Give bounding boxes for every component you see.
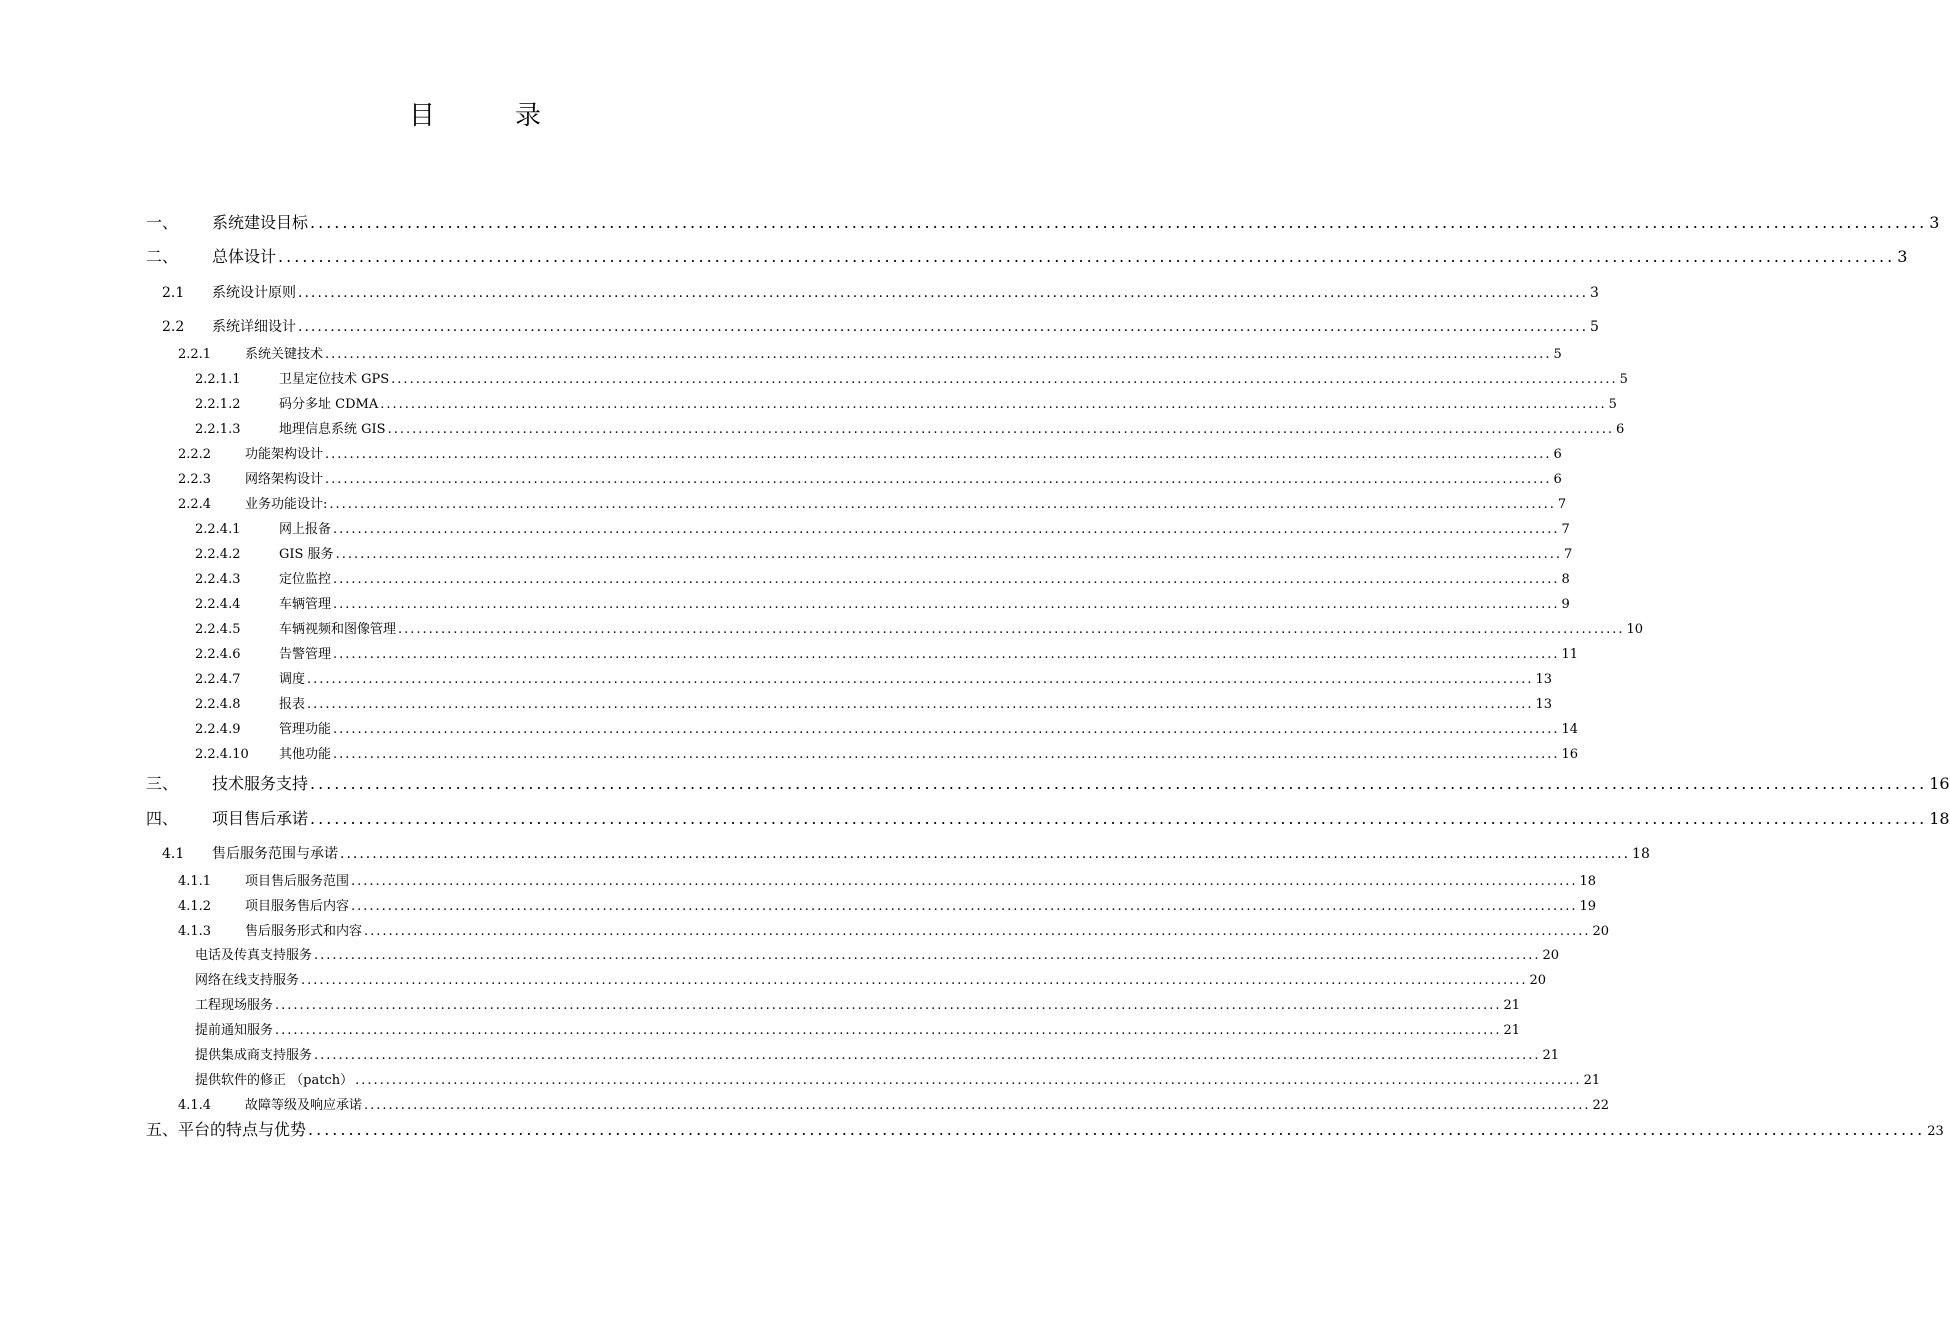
toc-leader-dots: ........................................................................................................................................................................................................ [278, 247, 1896, 266]
toc-leader-dots: ........................................................................................................................................................................................................ [310, 774, 1928, 793]
toc-entry-page: 13 [1535, 697, 1553, 712]
toc-entry-label: 车辆视频和图像管理 [279, 622, 397, 637]
toc-entry[interactable] [178, 1094, 1610, 1113]
toc-entry-page: 18 [1929, 809, 1950, 828]
toc-entry[interactable] [195, 944, 1560, 963]
toc-leader-dots: ........................................................................................................................................................................................................ [314, 1048, 1541, 1063]
toc-entry-label: GIS 服务 [279, 547, 334, 562]
toc-entry-number: 4.1.3 [178, 924, 212, 939]
toc-entry[interactable] [195, 969, 1547, 988]
toc-entry-label: 总体设计 [212, 247, 277, 266]
toc-entry-label: 系统设计原则 [212, 285, 296, 301]
toc-entry-number: 4.1.2 [178, 899, 212, 914]
toc-entry[interactable] [178, 468, 1562, 487]
toc-entry-number: 2.2.4.10 [195, 747, 249, 762]
toc-entry-page: 14 [1561, 722, 1579, 737]
toc-leader-dots: ........................................................................................................................................................................................................ [333, 747, 1560, 762]
toc-leader-dots: ........................................................................................................................................................................................................ [364, 924, 1591, 939]
toc-entry-page: 21 [1503, 998, 1521, 1013]
toc-entry-page: 9 [1561, 597, 1570, 612]
toc-entry-number: 三、 [146, 774, 179, 793]
toc-entry[interactable] [146, 771, 1950, 794]
toc-entry-label: 系统关键技术 [245, 347, 324, 362]
toc-entry[interactable] [162, 282, 1599, 302]
toc-entry-number: 2.2.4.6 [195, 647, 241, 662]
toc-entry[interactable] [195, 368, 1628, 387]
toc-entry-label: 五、平台的特点与优势 [146, 1120, 307, 1139]
toc-entry-number: 2.2.4.7 [195, 672, 241, 687]
toc-leader-dots: ........................................................................................................................................................................................................ [298, 319, 1589, 335]
toc-entry-label: 网上报备 [279, 522, 332, 537]
toc-leader-dots: ........................................................................................................................................................................................................ [340, 846, 1631, 862]
toc-entry[interactable] [195, 1044, 1560, 1063]
toc-leader-dots: ........................................................................................................................................................................................................ [355, 1073, 1582, 1088]
toc-entry-page: 22 [1592, 1098, 1610, 1113]
toc-entry[interactable] [195, 518, 1570, 537]
toc-entry-page: 19 [1579, 899, 1597, 914]
toc-entry-label: 车辆管理 [279, 597, 332, 612]
toc-entry-label: 告警管理 [279, 647, 332, 662]
toc-entry[interactable] [146, 210, 1940, 233]
toc-entry-label: 系统建设目标 [212, 213, 309, 232]
toc-entry-page: 16 [1561, 747, 1579, 762]
toc-entry-page: 5 [1553, 347, 1562, 362]
toc-entry-label: 报表 [279, 697, 306, 712]
toc-entry-number: 4.1.4 [178, 1098, 212, 1113]
toc-entry-label: 调度 [279, 672, 306, 687]
toc-leader-dots: ........................................................................................................................................................................................................ [335, 547, 1563, 562]
toc-leader-dots: ........................................................................................................................................................................................................ [325, 447, 1552, 462]
toc-leader-dots: ........................................................................................................................................................................................................ [333, 522, 1560, 537]
toc-leader-dots: ........................................................................................................................................................................................................ [380, 397, 1607, 412]
toc-entry-page: 10 [1626, 622, 1644, 637]
toc-leader-dots: ........................................................................................................................................................................................................ [351, 899, 1578, 914]
toc-entry-page: 20 [1542, 948, 1560, 963]
toc-entry-page: 18 [1579, 874, 1597, 889]
page-title [0, 95, 950, 132]
toc-entry-page: 23 [1927, 1124, 1944, 1139]
toc-entry[interactable] [195, 568, 1570, 587]
toc-entry-label: 提供集成商支持服务 [195, 1048, 313, 1063]
toc-entry-label: 项目售后承诺 [212, 809, 309, 828]
toc-entry[interactable] [146, 1117, 1944, 1140]
toc-leader-dots: ........................................................................................................................................................................................................ [325, 472, 1552, 487]
toc-entry-page: 18 [1632, 846, 1650, 862]
toc-leader-dots: ........................................................................................................................................................................................................ [301, 973, 1528, 988]
toc-leader-dots: ........................................................................................................................................................................................................ [325, 347, 1552, 362]
toc-entry-label: 其他功能 [279, 747, 332, 762]
toc-entry-number: 2.2.4.1 [195, 522, 241, 537]
toc-entry-page: 20 [1529, 973, 1547, 988]
toc-leader-dots: ........................................................................................................................................................................................................ [398, 622, 1625, 637]
toc-leader-dots: ........................................................................................................................................................................................................ [333, 647, 1560, 662]
toc-entry-label: 定位监控 [279, 572, 332, 587]
toc-entry-page: 16 [1929, 774, 1950, 793]
toc-leader-dots: ........................................................................................................................................................................................................ [310, 213, 1928, 232]
toc-entry-page: 13 [1535, 672, 1553, 687]
toc-entry[interactable] [178, 920, 1610, 939]
toc-entry[interactable] [195, 418, 1625, 437]
toc-entry-page: 5 [1619, 372, 1628, 387]
toc-entry-page: 7 [1557, 497, 1567, 512]
toc-entry-label: 售后服务形式和内容 [245, 924, 363, 939]
toc-entry-number: 一、 [146, 213, 179, 232]
toc-entry-page: 6 [1553, 447, 1562, 462]
toc-entry-page: 5 [1608, 397, 1617, 412]
toc-entry-label: 技术服务支持 [212, 774, 309, 793]
toc-entry-label: 电话及传真支持服务 [195, 948, 313, 963]
toc-entry[interactable] [178, 443, 1562, 462]
toc-leader-dots: ........................................................................................................................................................................................................ [329, 497, 1556, 512]
toc-entry-number: 2.1 [162, 285, 185, 301]
toc-entry-label: 业务功能设计: [245, 497, 328, 512]
toc-leader-dots: ........................................................................................................................................................................................................ [314, 948, 1541, 963]
toc-leader-dots: ........................................................................................................................................................................................................ [364, 1098, 1591, 1113]
page-title-char-1: 目 [408, 101, 435, 131]
toc-entry-page: 7 [1561, 522, 1570, 537]
toc-leader-dots: ........................................................................................................................................................................................................ [308, 1120, 1926, 1139]
toc-entry-label: 网络架构设计 [245, 472, 324, 487]
toc-entry-number: 4.1.1 [178, 874, 212, 889]
toc-entry[interactable] [195, 618, 1644, 637]
toc-entry[interactable] [195, 668, 1553, 687]
toc-entry-page: 7 [1564, 547, 1573, 562]
toc-entry-page: 3 [1929, 213, 1940, 232]
toc-entry-label: 码分多址 CDMA [279, 397, 379, 412]
toc-entry-number: 2.2.4.3 [195, 572, 241, 587]
toc-entry-number: 2.2.1.1 [195, 372, 241, 387]
toc-entry[interactable] [146, 806, 1950, 829]
toc-entry-page: 6 [1553, 472, 1562, 487]
toc-leader-dots: ........................................................................................................................................................................................................ [298, 285, 1589, 301]
toc-entry[interactable] [195, 994, 1521, 1013]
toc-entry-number: 2.2 [162, 319, 185, 335]
toc-entry-number: 2.2.1.2 [195, 397, 241, 412]
toc-leader-dots: ........................................................................................................................................................................................................ [333, 597, 1560, 612]
toc-entry-number: 2.2.1 [178, 347, 212, 362]
toc-entry-number: 2.2.1.3 [195, 422, 241, 437]
toc-entry[interactable] [146, 244, 1908, 267]
toc-entry[interactable] [195, 393, 1617, 412]
toc-entry-page: 21 [1503, 1023, 1521, 1038]
toc-entry[interactable] [195, 718, 1579, 737]
toc-entry-label: 工程现场服务 [195, 998, 274, 1013]
toc-entry-number: 2.2.4.2 [195, 547, 241, 562]
toc-entry-label: 地理信息系统 GIS [279, 422, 386, 437]
toc-entry[interactable] [195, 643, 1579, 662]
toc-entry-number: 2.2.4.4 [195, 597, 241, 612]
toc-leader-dots: ........................................................................................................................................................................................................ [307, 697, 1534, 712]
toc-entry[interactable] [195, 1069, 1601, 1088]
toc-entry-page: 21 [1583, 1073, 1601, 1088]
toc-entry-page: 3 [1897, 247, 1908, 266]
toc-leader-dots: ........................................................................................................................................................................................................ [333, 722, 1560, 737]
toc-entry[interactable] [178, 493, 1567, 512]
toc-entry-label: 功能架构设计 [245, 447, 324, 462]
toc-entry-number: 2.2.4 [178, 497, 212, 512]
toc-entry-label: 管理功能 [279, 722, 332, 737]
toc-entry-number: 二、 [146, 247, 179, 266]
toc-entry-number: 2.2.4.5 [195, 622, 241, 637]
toc-entry-page: 3 [1590, 285, 1599, 301]
toc-leader-dots: ........................................................................................................................................................................................................ [391, 372, 1618, 387]
toc-entry-number: 2.2.3 [178, 472, 212, 487]
toc-entry-page: 20 [1592, 924, 1610, 939]
page-title-char-2: 录 [515, 101, 542, 131]
toc-entry[interactable] [178, 343, 1562, 362]
toc-entry-page: 11 [1561, 647, 1579, 662]
toc-entry-number: 2.2.2 [178, 447, 212, 462]
toc-entry-label: 系统详细设计 [212, 319, 296, 335]
toc-entry[interactable] [195, 1019, 1521, 1038]
toc-entry-number: 4.1 [162, 846, 185, 862]
toc-entry-label: 提供软件的修正 （patch） [195, 1073, 354, 1088]
toc-entry-number: 四、 [146, 809, 179, 828]
toc-entry-label: 项目服务售后内容 [245, 899, 350, 914]
toc-entry-label: 售后服务范围与承诺 [212, 846, 338, 862]
toc-entry-label: 项目售后服务范围 [245, 874, 350, 889]
toc-entry[interactable] [195, 693, 1553, 712]
toc-leader-dots: ........................................................................................................................................................................................................ [351, 874, 1578, 889]
toc-entry[interactable] [195, 543, 1573, 562]
toc-entry-page: 5 [1590, 319, 1599, 335]
toc-leader-dots: ........................................................................................................................................................................................................ [307, 672, 1534, 687]
toc-entry[interactable] [195, 743, 1579, 762]
toc-entry[interactable] [162, 316, 1599, 336]
toc-entry-label: 网络在线支持服务 [195, 973, 300, 988]
toc-entry-label: 卫星定位技术 GPS [279, 372, 390, 387]
toc-entry[interactable] [162, 843, 1650, 863]
toc-leader-dots: ........................................................................................................................................................................................................ [275, 1023, 1502, 1038]
toc-leader-dots: ........................................................................................................................................................................................................ [310, 809, 1928, 828]
toc-leader-dots: ........................................................................................................................................................................................................ [387, 422, 1615, 437]
toc-entry-page: 21 [1542, 1048, 1560, 1063]
toc-entry-number: 2.2.4.9 [195, 722, 241, 737]
toc-entry-label: 提前通知服务 [195, 1023, 274, 1038]
toc-entry[interactable] [195, 593, 1570, 612]
toc-leader-dots: ........................................................................................................................................................................................................ [333, 572, 1560, 587]
toc-leader-dots: ........................................................................................................................................................................................................ [275, 998, 1502, 1013]
toc-entry-page: 6 [1616, 422, 1625, 437]
toc-entry-label: 故障等级及响应承诺 [245, 1098, 363, 1113]
toc-entry[interactable] [178, 895, 1597, 914]
toc-entry-page: 8 [1561, 572, 1570, 587]
toc-entry[interactable] [178, 870, 1597, 889]
toc-entry-number: 2.2.4.8 [195, 697, 241, 712]
